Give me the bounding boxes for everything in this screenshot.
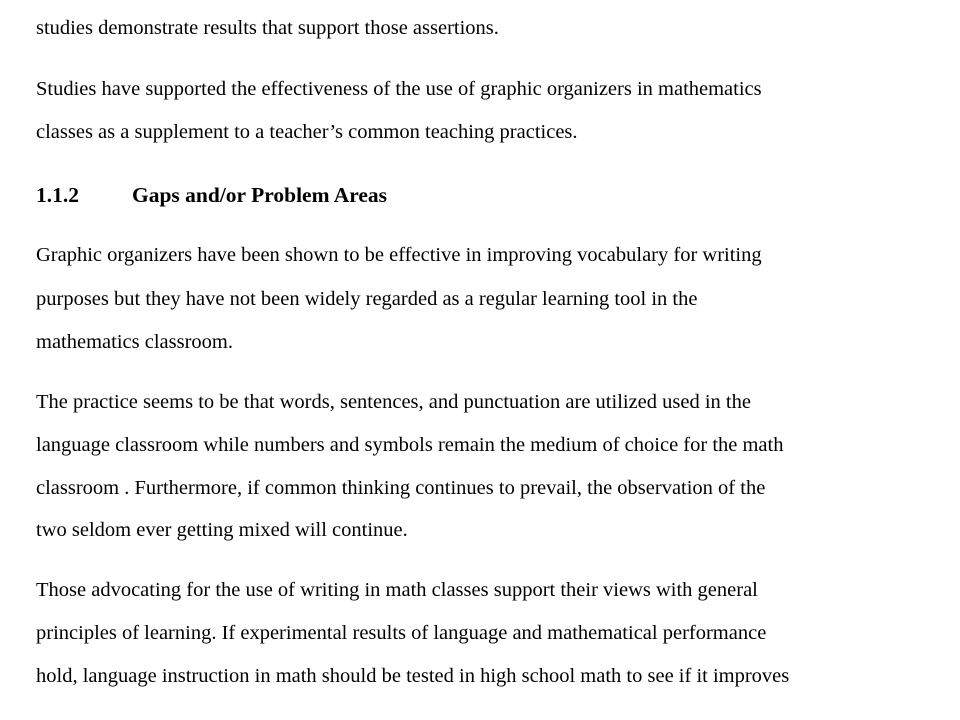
paragraph-5-line: principles of learning. If experimental results of language and mathematical performance	[36, 622, 767, 644]
section-title: Gaps and/or Problem Areas	[132, 183, 388, 207]
paragraph-2-line: classes as a supplement to a teacher’s common teaching practices.	[36, 121, 578, 143]
paragraph-4-line: language classroom while numbers and symbols remain the medium of choice for the math	[36, 434, 784, 456]
paragraph-3-line: Graphic organizers have been shown to be effective in improving vocabulary for writing	[36, 244, 762, 266]
section-heading	[36, 182, 387, 208]
paragraph-2-line: Studies have supported the effectiveness of the use of graphic organizers in mathematics	[36, 78, 762, 100]
paragraph-3-line: purposes but they have not been widely regarded as a regular learning tool in the	[36, 288, 698, 310]
paragraph-4-line: classroom . Furthermore, if common thinking continues to prevail, the observation of the	[36, 477, 766, 499]
paragraph-1-line: studies demonstrate results that support those assertions.	[36, 17, 499, 39]
paragraph-4-line: two seldom ever getting mixed will continue.	[36, 519, 408, 541]
paragraph-4-line: The practice seems to be that words, sentences, and punctuation are utilized used in the	[36, 391, 751, 413]
section-number: 1.1.2	[36, 183, 79, 207]
paragraph-3-line: mathematics classroom.	[36, 331, 233, 353]
paragraph-5-line: hold, language instruction in math should be tested in high school math to see if it improves	[36, 665, 790, 687]
paragraph-5-line: Those advocating for the use of writing in math classes support their views with general	[36, 579, 758, 601]
